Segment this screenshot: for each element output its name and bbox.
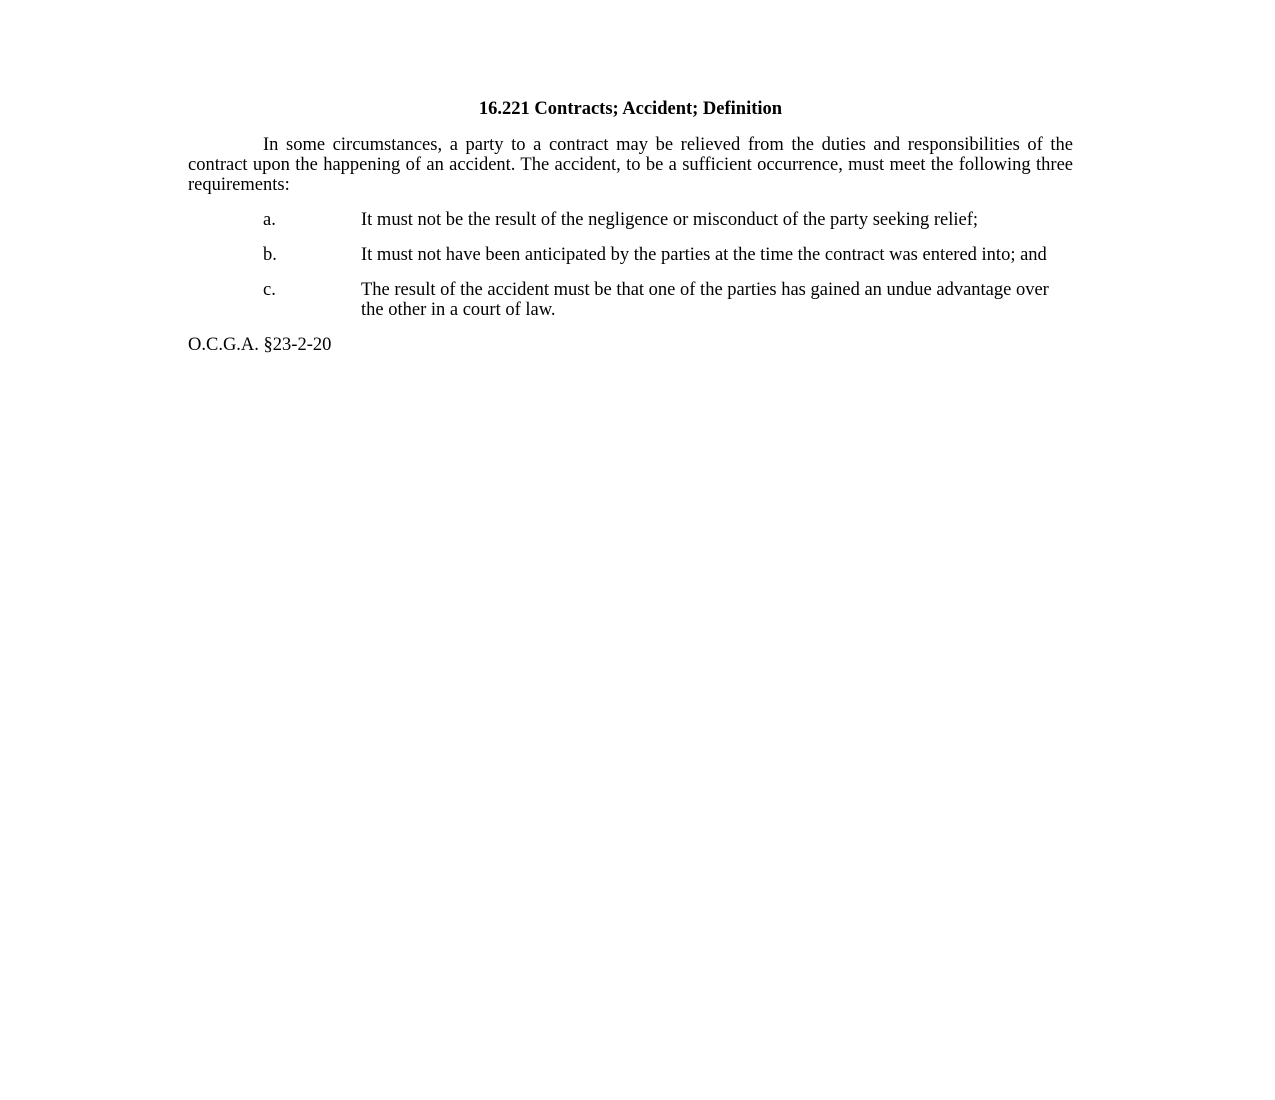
- list-item-text: It must not have been anticipated by the parties at the time the contract was entered into; and: [361, 245, 1047, 265]
- list-marker: c.: [263, 280, 276, 300]
- list-item: [188, 245, 1073, 265]
- list-item-text: It must not be the result of the negligence or misconduct of the party seeking relief;: [361, 210, 978, 230]
- list-item: [188, 210, 1073, 230]
- document-title: 16.221 Contracts; Accident; Definition: [478, 99, 783, 119]
- citation: O.C.G.A. §23-2-20: [188, 335, 332, 355]
- list-marker: a.: [263, 210, 276, 230]
- list-item: [188, 280, 1073, 320]
- document-page: [188, 98, 1073, 355]
- requirements-list: [188, 210, 1073, 320]
- intro-paragraph: In some circumstances, a party to a contract may be relieved from the duties and responsibilities of the contract upon the happening of an accident. The accident, to be a sufficient occurrence, must meet the following three requirements:: [188, 135, 1073, 195]
- list-marker: b.: [263, 245, 277, 265]
- list-item-text: The result of the accident must be that one of the parties has gained an undue advantage over the other in a court of law.: [361, 280, 1049, 320]
